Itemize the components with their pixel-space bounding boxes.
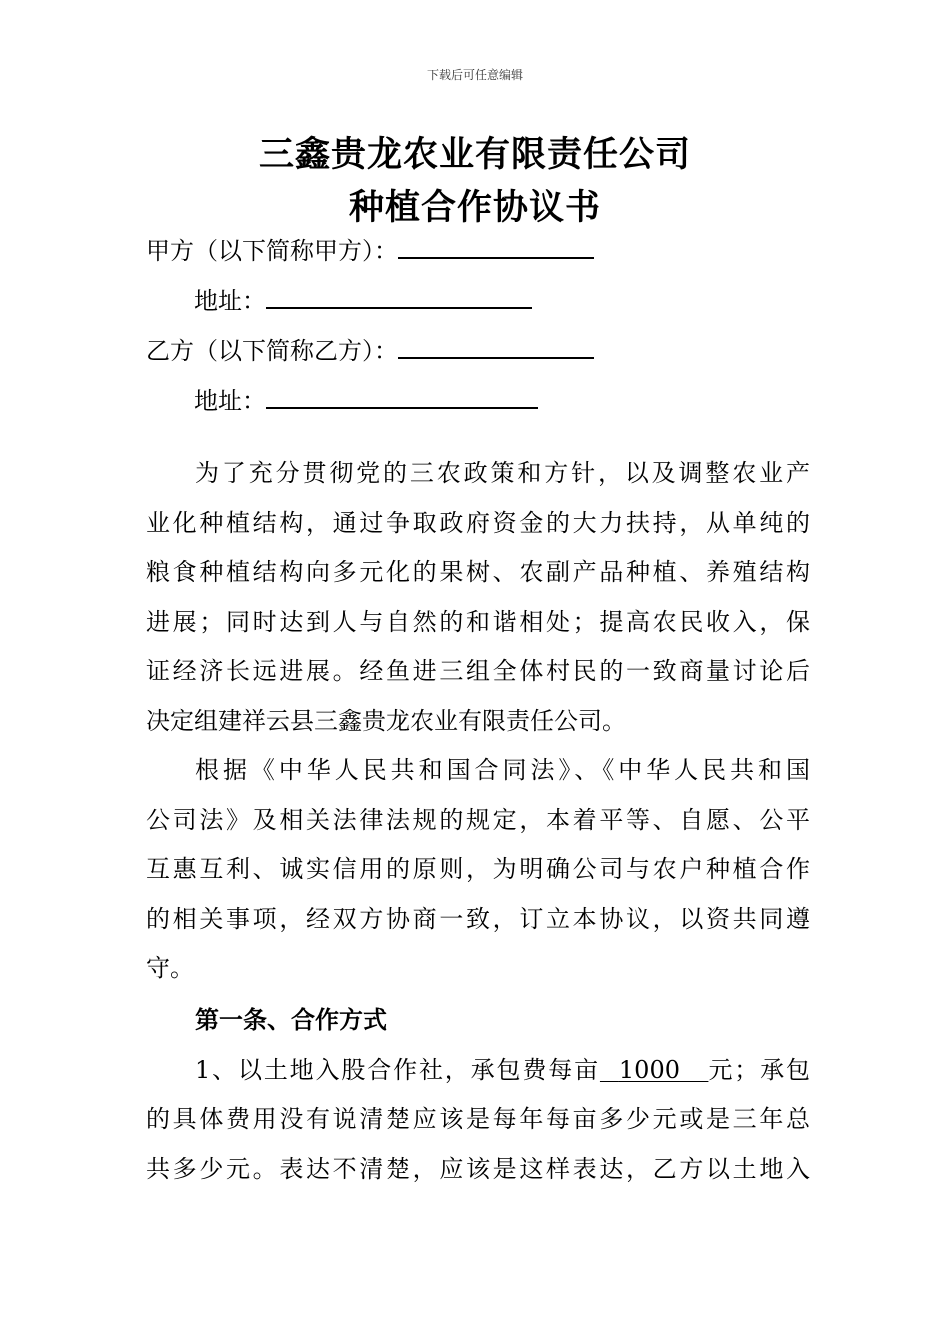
party-a-line (146, 235, 594, 266)
article-1-fee-line (146, 1046, 810, 1096)
party-a-address-blank (266, 285, 532, 309)
document-title: 三鑫贵龙农业有限责任公司 (258, 135, 691, 175)
paragraph-line: 为了充分贯彻党的三农政策和方针，以及调整农业产 (195, 459, 810, 487)
party-a-label: 甲方（以下简称甲方）： (146, 237, 398, 265)
article-1 (146, 996, 810, 1194)
paragraph-line: 共多少元。表达不清楚，应该是这样表达，乙方以土地入 (146, 1154, 810, 1183)
party-b-address-label: 地址： (194, 387, 266, 415)
paragraph-line: 业化种植结构，通过争取政府资金的大力扶持，从单纯的 (146, 508, 810, 537)
paragraph-line: 进展；同时达到人与自然的和谐相处；提高农民收入，保 (146, 607, 810, 636)
fee-amount (600, 1056, 709, 1084)
party-b-line (146, 335, 594, 366)
party-b-label: 乙方（以下简称乙方）： (146, 337, 398, 365)
paragraph-line: 互惠互利、诚实信用的原则，为明确公司与农户种植合作 (146, 855, 810, 883)
header-note: 下载后可任意编辑 (426, 68, 523, 82)
document-subtitle: 种植合作协议书 (348, 188, 601, 228)
paragraph-line: 决定组建祥云县三鑫贵龙农业有限责任公司。 (146, 706, 626, 735)
article-1-heading: 第一条、合作方式 (195, 1006, 387, 1034)
party-b-address-blank (266, 385, 538, 409)
party-a-address-line (194, 285, 532, 316)
party-a-address-label: 地址： (194, 287, 266, 315)
fee-value: 1000 (618, 1055, 680, 1084)
fee-prefix: 1、以土地入股合作社，承包费每亩 (195, 1055, 600, 1084)
preamble-paragraph (146, 449, 810, 746)
fee-suffix: 元；承包 (708, 1055, 810, 1084)
paragraph-line: 根据《中华人民共和国合同法》、《中华人民共和国 (195, 756, 810, 784)
paragraph-line: 粮食种植结构向多元化的果树、农副产品种植、养殖结构 (146, 558, 810, 586)
paragraph-line: 公司法》及相关法律法规的规定，本着平等、自愿、公平 (146, 805, 810, 834)
paragraph-line: 的相关事项，经双方协商一致，订立本协议，以资共同遵 (146, 904, 810, 933)
party-b-address-line (194, 385, 538, 416)
party-a-blank (398, 235, 594, 259)
party-b-blank (398, 335, 594, 359)
paragraph-line: 的具体费用没有说清楚应该是每年每亩多少元或是三年总 (146, 1105, 810, 1133)
paragraph-line: 证经济长远进展。经鱼进三组全体村民的一致商量讨论后 (146, 657, 810, 685)
paragraph-line: 守。 (146, 954, 194, 982)
legal-basis-paragraph (146, 746, 810, 994)
